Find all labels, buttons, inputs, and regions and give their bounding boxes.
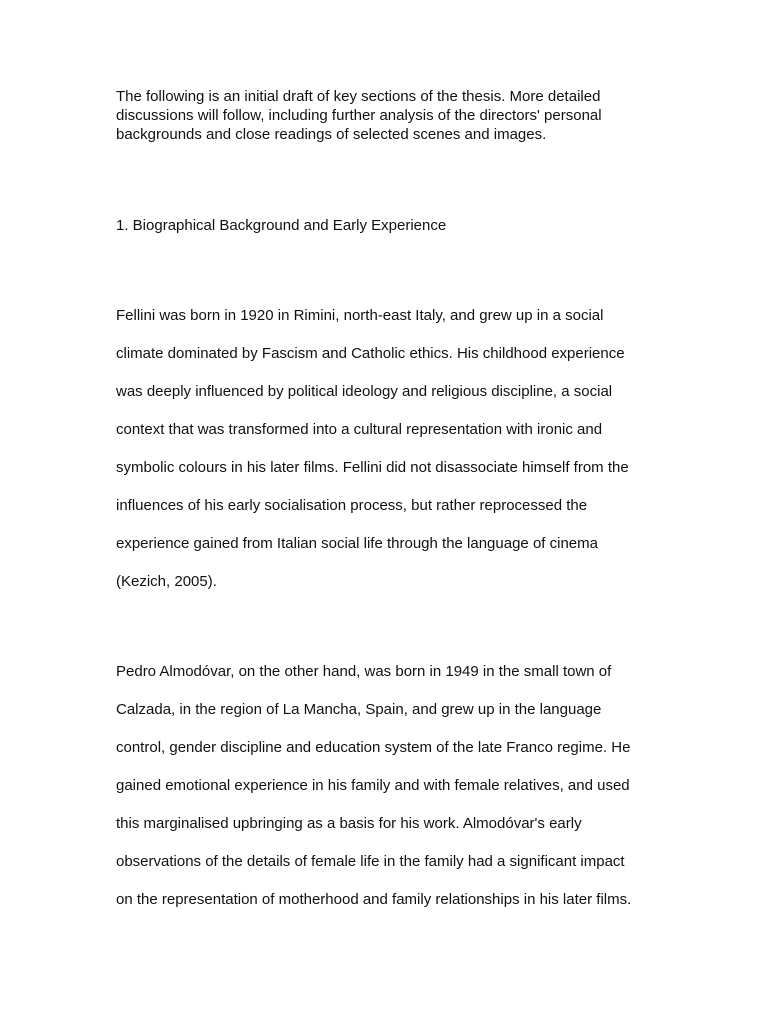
intro-line: discussions will follow, including further analysis of the directors' personal bbox=[116, 107, 602, 124]
paragraph-line: on the representation of motherhood and family relationships in his later films. bbox=[116, 891, 632, 908]
paragraph-line: Calzada, in the region of La Mancha, Spain, and grew up in the language bbox=[116, 701, 602, 718]
fellini-paragraph bbox=[116, 297, 656, 601]
paragraph-line: Pedro Almodóvar, on the other hand, was born in 1949 in the small town of bbox=[116, 663, 612, 680]
paragraph-line: was deeply influenced by political ideology and religious discipline, a social bbox=[116, 383, 613, 400]
intro-line: backgrounds and close readings of selected scenes and images. bbox=[116, 126, 547, 143]
paragraph-line: gained emotional experience in his family and with female relatives, and used bbox=[116, 777, 630, 794]
paragraph-line: experience gained from Italian social life through the language of cinema bbox=[116, 535, 598, 552]
paragraph-line: symbolic colours in his later films. Fellini did not disassociate himself from the bbox=[116, 459, 629, 476]
paragraph-line: influences of his early socialisation process, but rather reprocessed the bbox=[116, 497, 588, 514]
paragraph-line: observations of the details of female life in the family had a significant impact bbox=[116, 853, 625, 870]
section-heading: 1. Biographical Background and Early Experience bbox=[116, 217, 447, 234]
paragraph-line: context that was transformed into a cultural representation with ironic and bbox=[116, 421, 603, 438]
intro-line: The following is an initial draft of key sections of the thesis. More detailed bbox=[116, 88, 601, 105]
paragraph-line: (Kezich, 2005). bbox=[116, 573, 217, 590]
paragraph-line: Fellini was born in 1920 in Rimini, north-east Italy, and grew up in a social bbox=[116, 307, 604, 324]
intro-paragraph bbox=[116, 87, 656, 144]
almodovar-paragraph bbox=[116, 653, 656, 919]
paragraph-line: control, gender discipline and education system of the late Franco regime. He bbox=[116, 739, 631, 756]
paragraph-line: this marginalised upbringing as a basis for his work. Almodóvar's early bbox=[116, 815, 582, 832]
paragraph-line: climate dominated by Fascism and Catholic ethics. His childhood experience bbox=[116, 345, 625, 362]
